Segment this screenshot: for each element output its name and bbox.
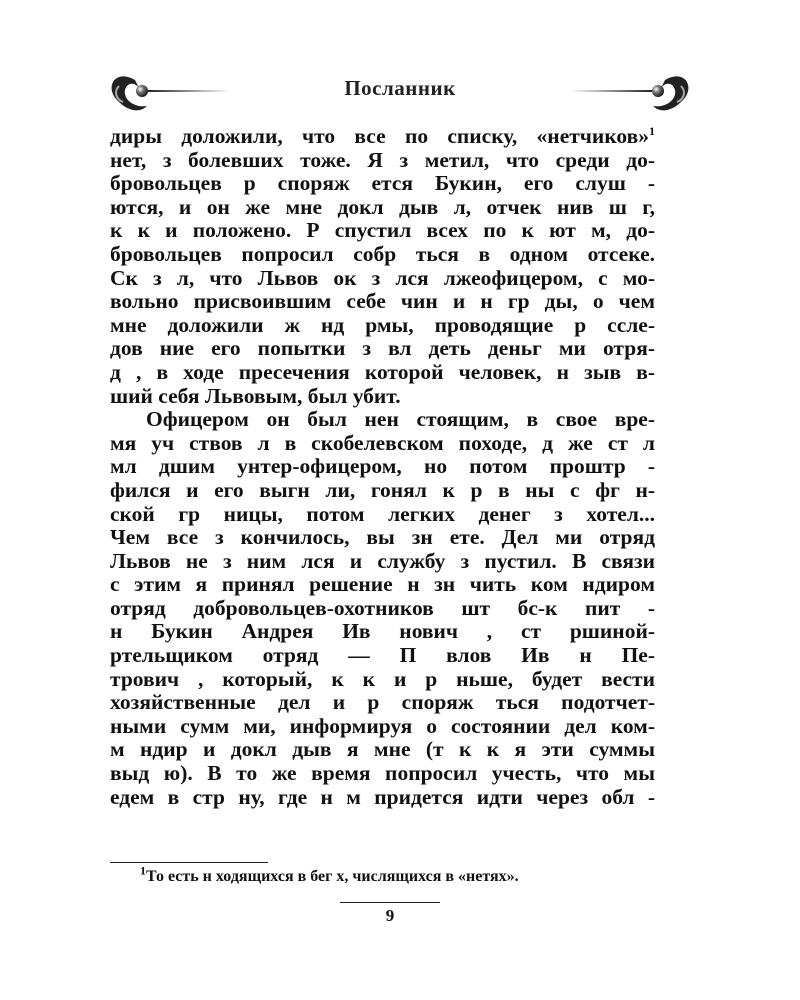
text-line-content: трович , который, к к и р ньше, будет вести bbox=[110, 666, 655, 691]
text-line-content: хозяйственные дел и р споряж ться подотчет- bbox=[110, 690, 655, 715]
text-line bbox=[110, 267, 655, 291]
text-line-content: мл дшим унтер-офицером, но потом проштр - bbox=[110, 454, 655, 479]
text-line-content: фился и его выгн ли, гонял к р в ны с фг н- bbox=[110, 477, 655, 502]
text-line-content: Офицером он был нен стоящим, в свое вре- bbox=[146, 407, 655, 432]
main-text-body bbox=[110, 125, 655, 809]
text-line bbox=[110, 479, 655, 503]
text-line bbox=[110, 361, 655, 385]
text-line bbox=[110, 691, 655, 715]
text-line-content: м ндир и докл дыв я мне (т к к я эти суммы bbox=[110, 737, 655, 762]
text-line bbox=[110, 455, 655, 479]
footnote-reference: 1 bbox=[649, 123, 655, 138]
text-line-content: ской гр ницы, потом легких денег з хотел... bbox=[110, 501, 655, 526]
text-line-content: едем в стр ну, где н м придется идти через обл - bbox=[110, 784, 655, 809]
text-line bbox=[110, 337, 655, 361]
text-line-content: дов ние его попытки з вл деть деньг ми отря- bbox=[110, 336, 655, 361]
text-line bbox=[110, 172, 655, 196]
text-line bbox=[110, 385, 655, 409]
text-line-content: ший себя Львовым, был убит. bbox=[110, 383, 401, 408]
text-line-content: бровольцев р споряж ется Букин, его слуш - bbox=[110, 171, 655, 196]
text-line bbox=[110, 715, 655, 739]
running-header bbox=[0, 60, 800, 130]
text-line-content: выд ю). В то же время попросил учесть, что мы bbox=[110, 761, 655, 786]
page-number-divider bbox=[340, 902, 440, 903]
text-line-content: Ск з л, что Львов ок з лся лжеофицером, с мо- bbox=[110, 265, 655, 290]
text-line bbox=[110, 668, 655, 692]
text-line bbox=[110, 243, 655, 267]
text-line-content: ными сумм ми, информируя о состоянии дел ком- bbox=[110, 713, 655, 738]
text-line-content: н Букин Андрея Ив нович , ст ршиной- bbox=[110, 619, 655, 644]
text-line-content: бровольцев попросил собр ться в одном отсеке. bbox=[110, 241, 655, 266]
text-line bbox=[110, 149, 655, 173]
text-line-content: ются, и он же мне докл дыв л, отчек нив ш г, bbox=[110, 194, 655, 219]
text-line bbox=[110, 196, 655, 220]
text-line-content: нет, з болевших тоже. Я з метил, что среди до- bbox=[110, 147, 655, 172]
footnote-divider bbox=[110, 862, 268, 863]
text-line-content: Чем все з кончилось, вы зн ете. Дел ми отряд bbox=[110, 525, 655, 550]
text-line-content: с этим я принял решение н зн чить ком ндиром bbox=[110, 572, 655, 597]
text-line bbox=[110, 526, 655, 550]
text-line-content: Львов не з ним лся и службу з пустил. В связи bbox=[110, 548, 655, 573]
text-line-content: к к и положено. Р спустил всех по к ют м, до- bbox=[110, 218, 655, 243]
footnote bbox=[140, 863, 660, 886]
text-line bbox=[110, 573, 655, 597]
text-line-content: д , в ходе пресечения которой человек, н зыв в- bbox=[110, 359, 655, 384]
text-line bbox=[110, 550, 655, 574]
heart-ornament-icon bbox=[565, 60, 695, 130]
footnote-marker: 1 bbox=[140, 863, 146, 878]
text-line bbox=[110, 597, 655, 621]
text-line bbox=[110, 432, 655, 456]
text-line-content: мне доложили ж нд рмы, проводящие р ссле- bbox=[110, 312, 655, 337]
text-line-content: отряд добровольцев-охотников шт бс-к пит - bbox=[110, 595, 655, 620]
text-line bbox=[110, 738, 655, 762]
text-line-content: мя уч ствов л в скобелевском походе, д же ст л bbox=[110, 430, 655, 455]
running-header-title: Посланник bbox=[344, 76, 456, 100]
text-line bbox=[110, 786, 655, 810]
text-line bbox=[110, 644, 655, 668]
text-line-content: диры доложили, что все по списку, «нетчиков» bbox=[110, 124, 649, 148]
text-line bbox=[110, 125, 655, 149]
text-line-content: вольно присвоившим себе чин и н гр ды, о чем bbox=[110, 289, 655, 314]
footnote-text: То есть н ходящихся в бег х, числящихся в «нетях». bbox=[146, 868, 519, 885]
text-line bbox=[110, 219, 655, 243]
text-line bbox=[110, 620, 655, 644]
text-line bbox=[110, 503, 655, 527]
text-line bbox=[110, 762, 655, 786]
text-line-content: ртельщиком отряд — П влов Ив н Пе- bbox=[110, 643, 655, 668]
text-line bbox=[110, 290, 655, 314]
text-line bbox=[110, 314, 655, 338]
page-number: 9 bbox=[385, 906, 395, 925]
text-line bbox=[110, 408, 655, 432]
